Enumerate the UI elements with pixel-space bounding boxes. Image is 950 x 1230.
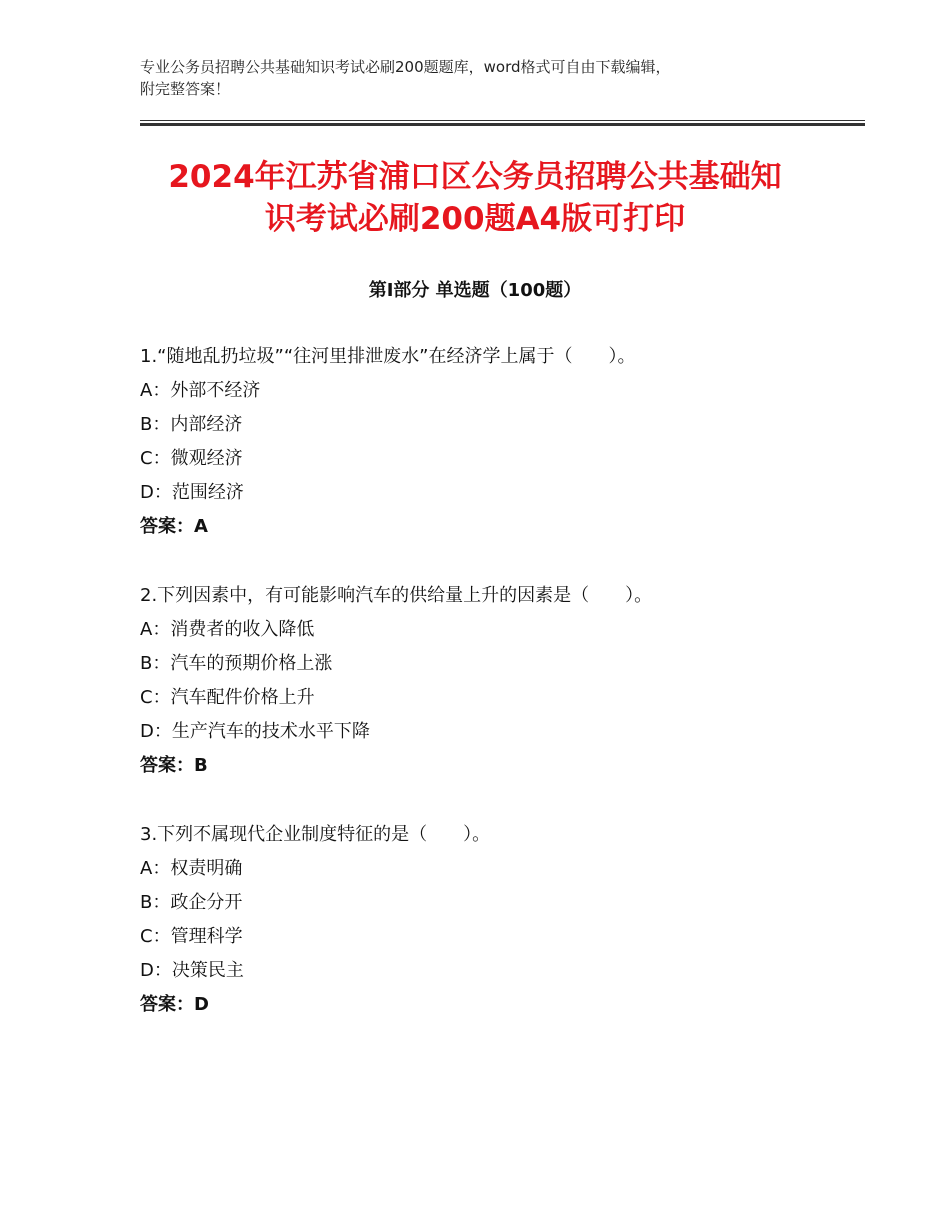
option-d: D：生产汽车的技术水平下降 bbox=[140, 721, 370, 742]
document-title-line-1: 2024年江苏省浦口区公务员招聘公共基础知 bbox=[168, 159, 782, 195]
question-stem: 3.下列不属现代企业制度特征的是（ ）。 bbox=[140, 824, 491, 845]
answer-label: 答案：A bbox=[140, 516, 208, 537]
option-c: C：微观经济 bbox=[140, 448, 243, 469]
header-divider-thin bbox=[140, 120, 865, 121]
header-note bbox=[140, 56, 840, 100]
option-b: B：政企分开 bbox=[140, 892, 243, 913]
header-divider-thick bbox=[140, 123, 865, 126]
option-c: C：管理科学 bbox=[140, 926, 243, 947]
option-a: A：外部不经济 bbox=[140, 380, 261, 401]
document-title bbox=[100, 156, 850, 240]
option-c: C：汽车配件价格上升 bbox=[140, 687, 315, 708]
answer-label: 答案：D bbox=[140, 994, 209, 1015]
option-a: A：消费者的收入降低 bbox=[140, 619, 315, 640]
question-block-3 bbox=[140, 818, 880, 1022]
question-stem: 2.下列因素中，有可能影响汽车的供给量上升的因素是（ ）。 bbox=[140, 585, 653, 606]
section-heading: 第Ⅰ部分 单选题（100题） bbox=[368, 280, 582, 301]
option-a: A：权责明确 bbox=[140, 858, 243, 879]
question-block-1 bbox=[140, 340, 880, 544]
option-d: D：范围经济 bbox=[140, 482, 244, 503]
header-note-line-2: 附完整答案！ bbox=[140, 80, 231, 98]
option-b: B：内部经济 bbox=[140, 414, 243, 435]
answer-label: 答案：B bbox=[140, 755, 208, 776]
option-b: B：汽车的预期价格上涨 bbox=[140, 653, 333, 674]
option-d: D：决策民主 bbox=[140, 960, 244, 981]
document-title-line-2: 识考试必刷200题A4版可打印 bbox=[264, 201, 686, 237]
question-block-2 bbox=[140, 579, 880, 783]
header-note-line-1: 专业公务员招聘公共基础知识考试必刷200题题库，word格式可自由下载编辑， bbox=[140, 58, 671, 76]
question-stem: 1.“随地乱扔垃圾”“往河里排泄废水”在经济学上属于（ ）。 bbox=[140, 346, 636, 367]
